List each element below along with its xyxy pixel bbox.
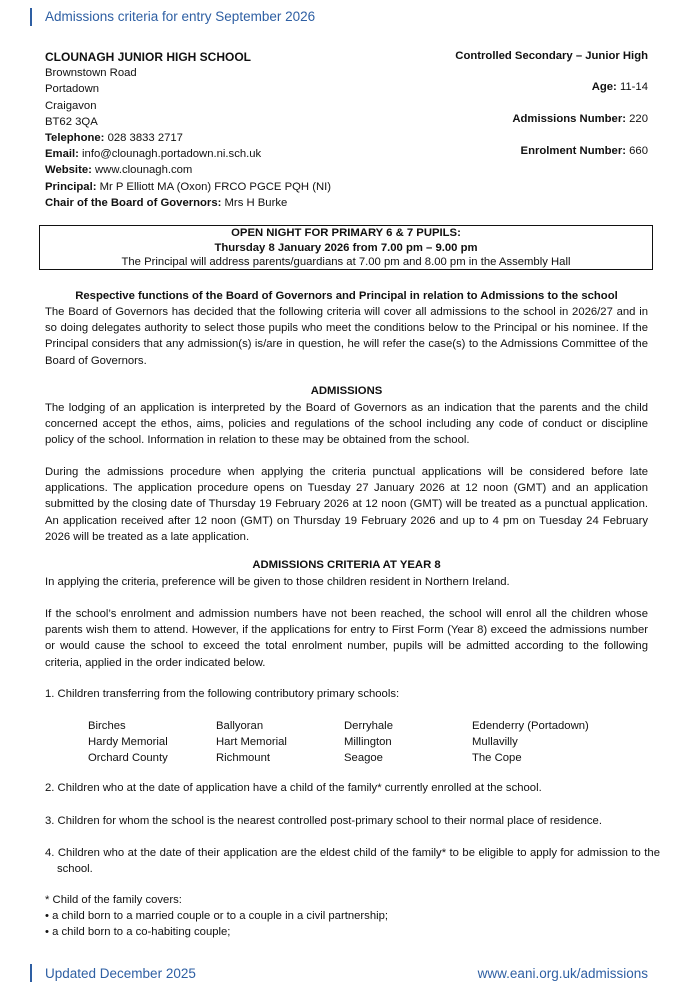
principal-line: Principal: Mr P Elliott MA (Oxon) FRCO PGCE PQH (NI) <box>45 180 332 193</box>
functions-text: The Board of Governors has decided that the following criteria will cover all admissions to the school in 2026/27 and in so doing delegates authority to select those pupils who meet the conditions below to the Principal or his nominee. If the Principal considers that any admission(s) is/are in question, he will refer the case(s) to the Admissions Committee of the Board of Governors. <box>45 306 648 367</box>
website-link[interactable]: www.clounagh.com <box>95 164 193 177</box>
footnote-title: * Child of the family covers: <box>45 894 182 906</box>
header-accent-bar <box>30 8 32 26</box>
address-line: BT62 3QA <box>45 115 98 128</box>
footnote-item: • a child born to a married couple or to a couple in a civil partnership; <box>45 910 389 923</box>
chair-line: Chair of the Board of Governors: Mrs H Burke <box>45 196 288 209</box>
school-row <box>88 734 648 750</box>
enrolment-number: Enrolment Number: 660 <box>520 145 648 157</box>
address-line: Brownstown Road <box>45 67 137 80</box>
open-night-note: The Principal will address parents/guardians at 7.00 pm and 8.00 pm in the Assembly Hall <box>121 256 571 268</box>
admissions-para-2: During the admissions procedure when applying the criteria punctual applications will be considered before late applications. The application procedure opens on Tuesday 27 January 2026 at 12 noon (GMT) and an application submitted by the closing date of Thursday 19 February 2026 at 12 noon (GMT) will be treated as a punctual application. An application received after 12 noon (GMT) on Thursday 19 February 2026 and up to 4 pm on Tuesday 24 February 2026 will be treated as a late application. <box>45 466 648 543</box>
criteria-para: If the school’s enrolment and admission numbers have not been reached, the school will enrol all the children whose parents wish them to attend. However, if the applications for entry to First Form (Year 8) exceed the admissions number or would cause the school to exceed the total enrolment number, pupils will be admitted according to the following criteria, applied in the order indicated below. <box>45 608 648 669</box>
website-line: Website: www.clounagh.com <box>45 164 193 177</box>
age-range: Age: 11-14 <box>591 81 648 93</box>
school-name: CLOUNAGH JUNIOR HIGH SCHOOL <box>45 50 252 64</box>
school-address-block <box>45 49 331 211</box>
footnote-item: • a child born to a co-habiting couple; <box>45 926 231 939</box>
school-item: Orchard County <box>88 752 168 764</box>
open-night-box <box>39 225 653 270</box>
email-line: Email: info@clounagh.portadown.ni.sch.uk <box>45 148 262 161</box>
school-type: Controlled Secondary – Junior High <box>455 50 648 62</box>
page-header-title: Admissions criteria for entry September 2026 <box>45 9 316 24</box>
school-row <box>88 750 648 766</box>
criteria-heading: ADMISSIONS CRITERIA AT YEAR 8 <box>252 559 441 571</box>
school-item: Seagoe <box>344 752 383 764</box>
school-item: Hart Memorial <box>216 736 287 748</box>
footnote <box>45 892 648 941</box>
school-item: The Cope <box>472 752 522 764</box>
footer-link[interactable]: www.eani.org.uk/admissions <box>477 966 648 981</box>
criterion-3: 3. Children for whom the school is the nearest controlled post-primary school to their normal place of residence. <box>45 815 602 827</box>
admissions-para-1: The lodging of an application is interpreted by the Board of Governors as an indication that the parents and the child concerned accept the ethos, aims, policies and regulations of the school including any code of conduct or discipline policy of the school. Information in relation to these may be obtained from the school. <box>45 402 648 447</box>
address-line: Craigavon <box>45 99 97 112</box>
functions-heading: Respective functions of the Board of Governors and Principal in relation to Admissions to the school <box>75 290 618 302</box>
school-item: Ballyoran <box>216 720 264 732</box>
school-item: Millington <box>344 736 392 748</box>
school-item: Richmount <box>216 752 270 764</box>
open-night-title: OPEN NIGHT FOR PRIMARY 6 & 7 PUPILS: <box>231 227 461 239</box>
school-item: Derryhale <box>344 720 393 732</box>
school-item: Hardy Memorial <box>88 736 168 748</box>
footer-updated: Updated December 2025 <box>45 966 196 981</box>
school-item: Edenderry (Portadown) <box>472 720 589 732</box>
contributory-schools-list <box>88 718 648 766</box>
admissions-number: Admissions Number: 220 <box>512 113 648 125</box>
school-row <box>88 718 648 734</box>
criterion-4: 4. Children who at the date of their application are the eldest child of the family* to be eligible to apply for admission to the school. <box>45 847 660 876</box>
address-line: Portadown <box>45 83 100 96</box>
admissions-heading: ADMISSIONS <box>310 385 383 397</box>
criteria-intro: In applying the criteria, preference will be given to those children resident in Northern Ireland. <box>45 576 510 588</box>
telephone-line: Telephone: 028 3833 2717 <box>45 132 183 145</box>
school-item: Birches <box>88 720 126 732</box>
school-item: Mullavilly <box>472 736 518 748</box>
criterion-1: 1. Children transferring from the following contributory primary schools: <box>45 688 400 700</box>
footer-accent-bar <box>30 964 32 982</box>
open-night-date: Thursday 8 January 2026 from 7.00 pm – 9.00 pm <box>214 241 478 254</box>
criterion-2: 2. Children who at the date of application have a child of the family* currently enrolled at the school. <box>45 782 542 794</box>
email-link[interactable]: info@clounagh.portadown.ni.sch.uk <box>82 148 262 161</box>
